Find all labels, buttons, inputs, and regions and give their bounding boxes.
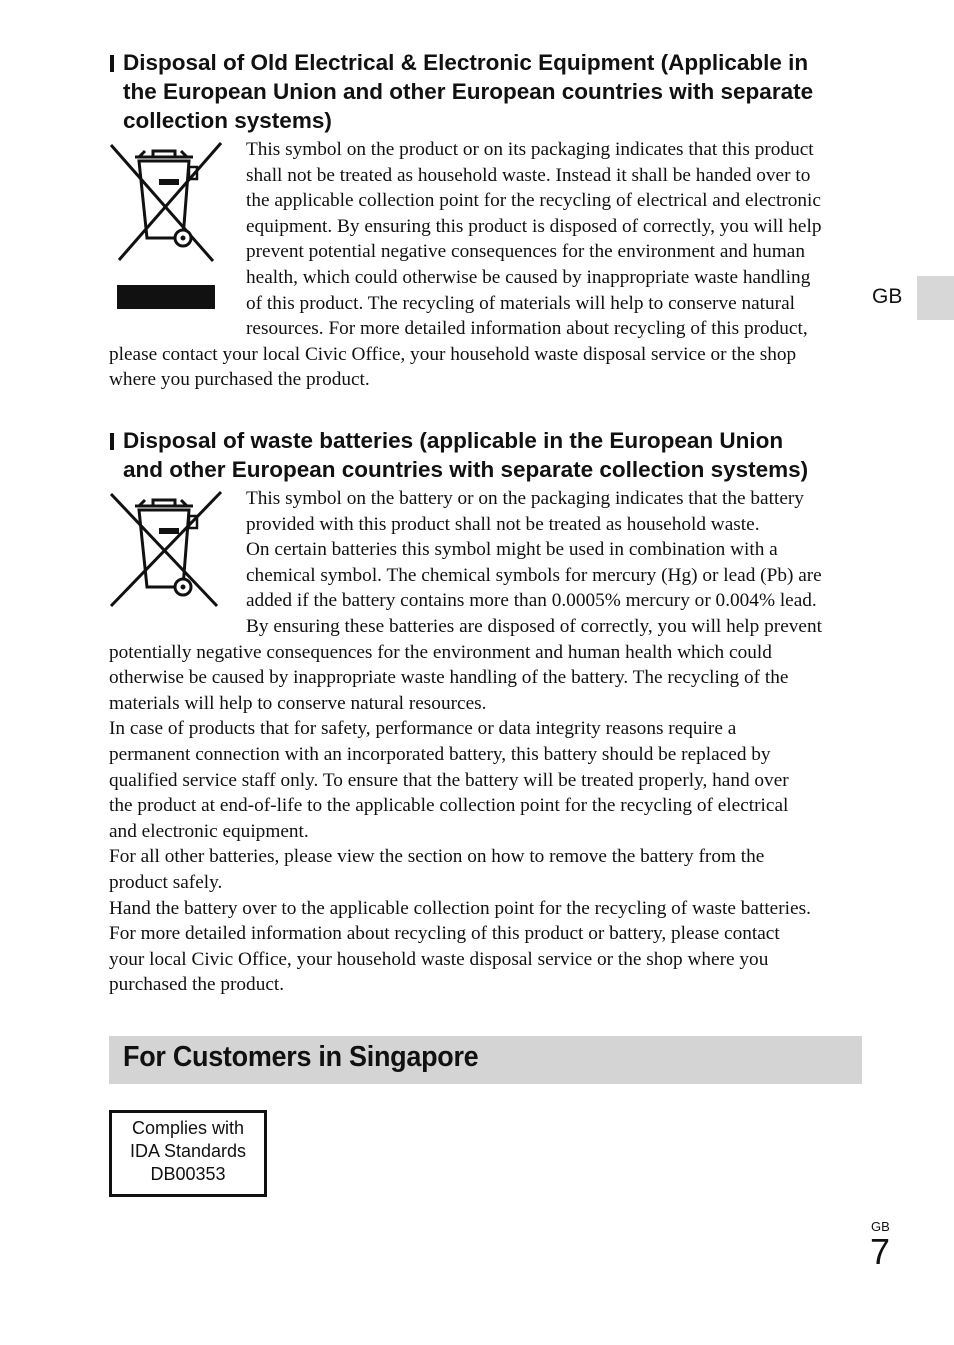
crossed-out-wheelie-bin-icon [109, 486, 223, 611]
weee-heading-line: the European Union and other European countries with separate [123, 79, 814, 104]
weee-paragraph-line: prevent potential negative consequences for the environment and human [246, 241, 805, 263]
batteries-paragraph [109, 486, 869, 998]
weee-heading-line: collection systems) [123, 108, 332, 133]
batteries-paragraph-line: permanent connection with an incorporated battery, this battery should be replaced by [109, 743, 771, 765]
batteries-paragraph-line: potentially negative consequences for the environment and human health which could [109, 641, 772, 663]
page-number: 7 [870, 1231, 891, 1272]
weee-paragraph-line: the applicable collection point for the recycling of electrical and electronic [246, 190, 821, 212]
heading-marker [110, 55, 114, 72]
batteries-paragraph-line: provided with this product shall not be treated as household waste. [246, 513, 760, 535]
batteries-paragraph-line: This symbol on the battery or on the packaging indicates that the battery [246, 488, 804, 509]
crossed-out-wheelie-bin-icon [109, 137, 223, 312]
section-title: For Customers in Singapore [123, 1041, 479, 1073]
batteries-paragraph-line: Hand the battery over to the applicable collection point for the recycling of waste batteries. [109, 897, 811, 919]
weee-paragraph-line: resources. For more detailed information about recycling of this product, [246, 318, 808, 340]
batteries-paragraph-line: For more detailed information about recycling of this product or battery, please contact [109, 923, 780, 945]
weee-heading-line: Disposal of Old Electrical & Electronic Equipment (Applicable in [123, 50, 809, 75]
weee-paragraph-line: where you purchased the product. [109, 369, 370, 391]
weee-paragraph-line: please contact your local Civic Office, your household waste disposal service or the shop [109, 343, 797, 365]
batteries-paragraph-line: qualified service staff only. To ensure that the battery will be treated properly, hand over [109, 769, 789, 791]
batteries-paragraph-line: the product at end-of-life to the applicable collection point for the recycling of electrical [109, 795, 789, 817]
batteries-paragraph-line: and electronic equipment. [109, 820, 309, 842]
ida-line: DB00353 [150, 1164, 226, 1184]
batteries-paragraph-line: By ensuring these batteries are disposed of correctly, you will help prevent [246, 615, 822, 637]
batteries-paragraph-line: On certain batteries this symbol might be used in combination with a [246, 539, 778, 561]
weee-icon-box [109, 137, 246, 317]
ida-compliance-box [109, 1110, 267, 1197]
batteries-heading-line: Disposal of waste batteries (applicable in the European Union [123, 428, 784, 453]
section-band [109, 1036, 862, 1084]
language-side-label: GB [872, 285, 903, 308]
batteries-paragraph-line: purchased the product. [109, 974, 285, 996]
page-region-label: GB [871, 1219, 890, 1234]
weee-paragraph-line: equipment. By ensuring this product is disposed of correctly, you will help [246, 215, 822, 237]
batteries-paragraph-line: otherwise be caused by inappropriate waste handling of the battery. The recycling of the [109, 667, 789, 689]
batteries-paragraph-line: product safely. [109, 871, 223, 893]
batteries-paragraph-line: In case of products that for safety, performance or data integrity reasons require a [109, 718, 737, 740]
battery-icon-box [109, 486, 246, 636]
batteries-paragraph-line: For all other batteries, please view the section on how to remove the battery from the [109, 846, 765, 868]
weee-heading [109, 48, 869, 135]
batteries-paragraph-line: added if the battery contains more than 0.0005% mercury or 0.004% lead. [246, 590, 817, 612]
heading-marker [110, 433, 114, 450]
batteries-heading [109, 426, 869, 484]
language-side-tab [917, 276, 954, 320]
batteries-paragraph-line: chemical symbol. The chemical symbols for mercury (Hg) or lead (Pb) are [246, 564, 822, 586]
weee-paragraph [109, 137, 869, 393]
ida-line: Complies with [131, 1118, 245, 1138]
batteries-paragraph-line: your local Civic Office, your household waste disposal service or the shop where you [109, 948, 769, 970]
weee-paragraph-line: health, which could otherwise be caused by inappropriate waste handling [246, 266, 811, 288]
weee-paragraph-line: This symbol on the product or on its packaging indicates that this product [246, 139, 814, 160]
batteries-paragraph-line: materials will help to conserve natural resources. [109, 692, 487, 714]
batteries-heading-line: and other European countries with separate collection systems) [123, 457, 809, 482]
weee-paragraph-line: of this product. The recycling of materials will help to conserve natural [246, 292, 795, 314]
ida-line: IDA Standards [129, 1141, 247, 1161]
weee-paragraph-line: shall not be treated as household waste. Instead it shall be handed over to [246, 164, 811, 186]
